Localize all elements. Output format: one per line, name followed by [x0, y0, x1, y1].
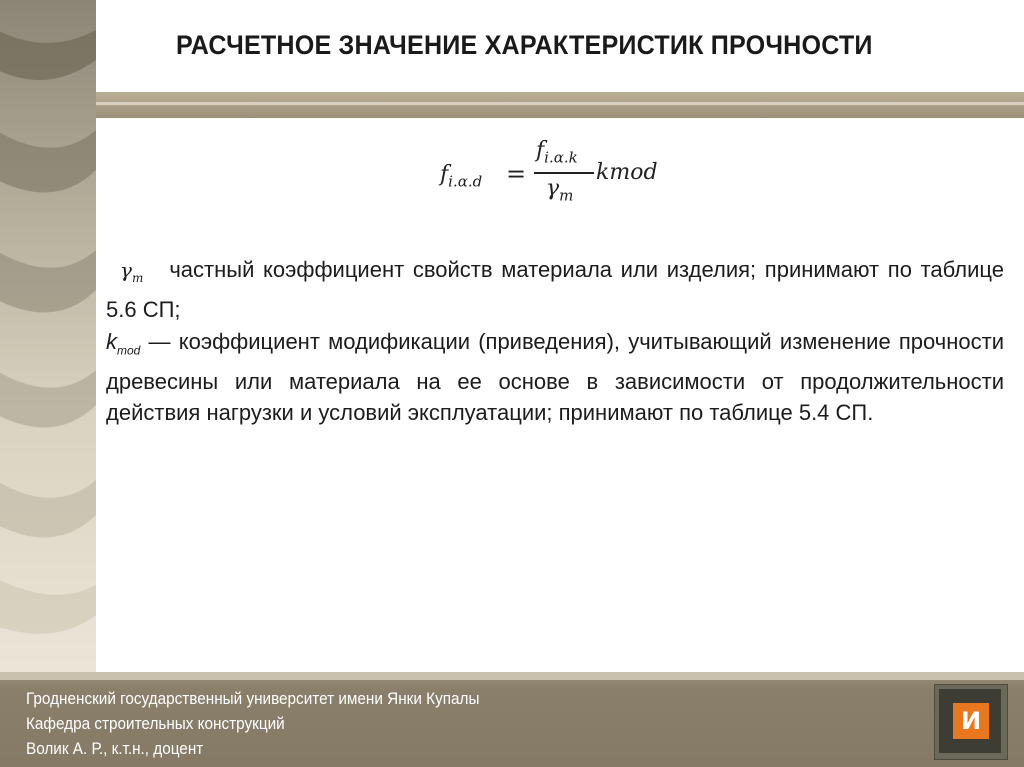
formula-lhs: $f_{i.\alpha.d}$ [440, 162, 483, 191]
kmod-text: — коэффициент модификации (приведения), учитывающий изменение прочности древесины или материала на ее основе в зависимости от продолжительности действия нагрузки и условий эксплуатации; принимают по таблице 5.4 СП. [106, 329, 1004, 426]
gamma-text: частный коэффициент свойств материала или изделия; принимают по таблице 5.6 СП; [106, 257, 1004, 322]
footer-divider [0, 672, 1024, 680]
kmod-definition [106, 326, 1004, 428]
strength-formula [440, 138, 680, 218]
footer-credits [26, 686, 479, 761]
formula-equals: = [506, 160, 527, 188]
decorative-beams-image [0, 0, 96, 680]
fraction-bar [534, 172, 594, 174]
university-logo-icon: И [934, 684, 1008, 760]
slide-title: РАСЧЕТНОЕ ЗНАЧЕНИЕ ХАРАКТЕРИСТИК ПРОЧНОСТИ [176, 30, 873, 60]
footer-department: Кафедра строительных конструкций [26, 714, 285, 733]
formula-numerator: $f_{i.\alpha.k}$ [536, 138, 578, 167]
formula-denominator: $\gamma_m$ [546, 176, 574, 205]
gamma-definition [106, 254, 1004, 325]
gamma-symbol: $\gamma_m$ [120, 258, 144, 285]
formula-kmod: kmod [596, 160, 658, 185]
footer-university: Гродненский государственный университет имени Янки Купалы [26, 689, 480, 708]
title-divider [96, 92, 1024, 118]
kmod-symbol: $k_{mod}$ [106, 329, 141, 358]
footer-author: Волик А. Р., к.т.н., доцент [26, 739, 204, 758]
